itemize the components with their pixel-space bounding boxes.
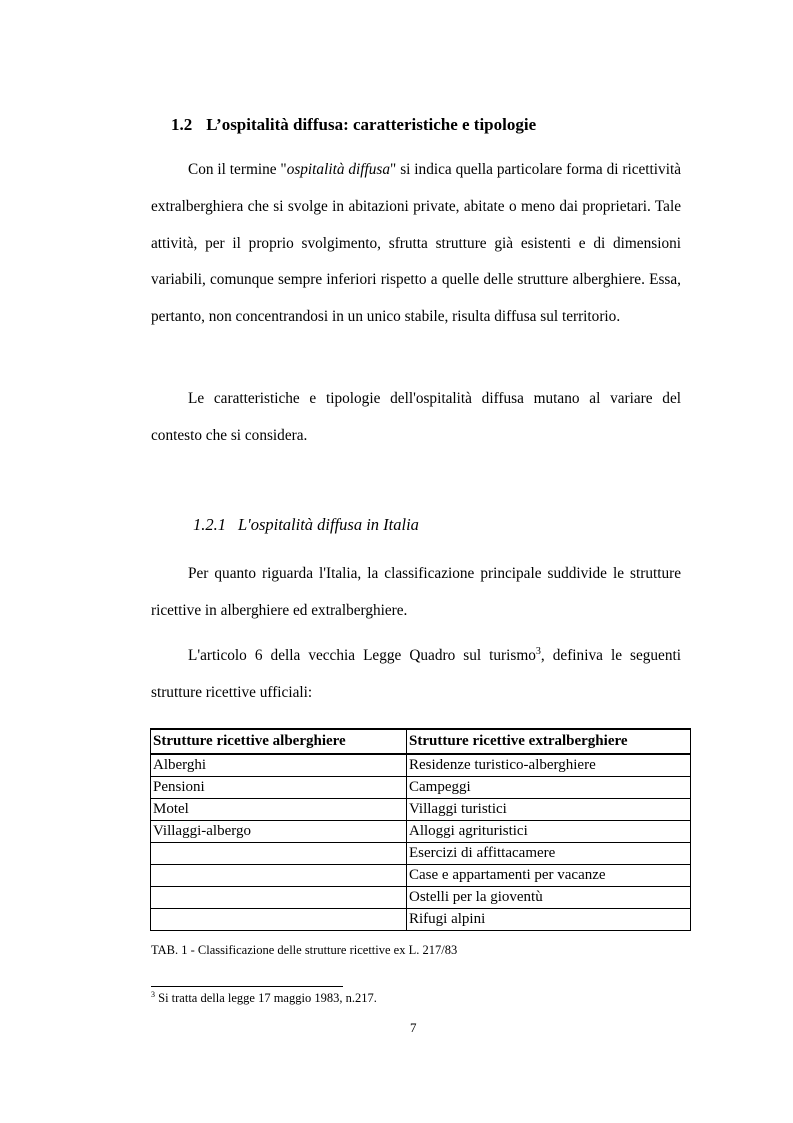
table-row [151, 843, 691, 865]
paragraph-definition [151, 152, 681, 336]
paragraph-text: , definiva le seguenti strutture ricettive ufficiali: [151, 647, 681, 701]
paragraph-italy [151, 556, 681, 630]
table-caption: TAB. 1 - Classificazione delle strutture ricettive ex L. 217/83 [151, 943, 458, 957]
italic-term: ospitalità diffusa [286, 161, 391, 178]
page-number: 7 [410, 1020, 417, 1035]
table-cell: Residenze turistico-alberghiere [407, 754, 691, 777]
table-cell [151, 909, 407, 931]
table-cell [151, 887, 407, 909]
table-cell: Villaggi turistici [407, 799, 691, 821]
paragraph-text: L'articolo 6 della vecchia Legge Quadro sul turismo [188, 647, 536, 664]
paragraph-text: Con il termine " [188, 161, 287, 178]
paragraph-text: Per quanto riguarda l'Italia, la classificazione principale suddivide le strutture ricettive in alberghiere ed extralberghiere. [151, 565, 681, 619]
paragraph-text: " si indica quella particolare forma di ricettività extralberghiera che si svolge in abitazioni private, abitate o meno dai proprietari. Tale attività, per il proprio svolgimento, sfrutta strutture già esistenti e di dimensioni variabili, comunque sempre inferiori rispetto a quelle delle strutture alberghiere. Essa, pertanto, non concentrandosi in un unico stabile, risulta diffusa sul territorio. [151, 161, 681, 326]
table-header-row [151, 729, 691, 754]
table-cell: Rifugi alpini [407, 909, 691, 931]
table-cell: Motel [151, 799, 407, 821]
paragraph-text: Le caratteristiche e tipologie dell'ospitalità diffusa mutano al variare del contesto che si considera. [151, 390, 681, 444]
table-row [151, 799, 691, 821]
table-cell: Campeggi [407, 777, 691, 799]
table-cell [151, 843, 407, 865]
section-heading [171, 115, 536, 135]
table-row [151, 887, 691, 909]
table-cell: Esercizi di affittacamere [407, 843, 691, 865]
table-cell: Villaggi-albergo [151, 821, 407, 843]
footnote-marker: 3 [151, 989, 155, 999]
footnote [151, 991, 377, 1006]
table-row [151, 754, 691, 777]
subsection-heading [193, 515, 419, 535]
column-header-extralberghiere: Strutture ricettive extralberghiere [407, 729, 691, 754]
column-header-alberghiere: Strutture ricettive alberghiere [151, 729, 407, 754]
table-cell [151, 865, 407, 887]
footnote-reference: 3 [535, 645, 541, 657]
table-row [151, 821, 691, 843]
table-row [151, 909, 691, 931]
table-cell: Alloggi agrituristici [407, 821, 691, 843]
table-cell: Alberghi [151, 754, 407, 777]
table-cell: Pensioni [151, 777, 407, 799]
footnote-text: Si tratta della legge 17 maggio 1983, n.217. [155, 991, 377, 1005]
section-number: 1.2 [171, 115, 193, 134]
classification-table [150, 728, 691, 931]
paragraph-context [151, 381, 681, 455]
subsection-number: 1.2.1 [193, 515, 226, 534]
table-row [151, 777, 691, 799]
section-title: L’ospitalità diffusa: caratteristiche e tipologie [206, 115, 537, 134]
table-row [151, 865, 691, 887]
table-cell: Ostelli per la gioventù [407, 887, 691, 909]
subsection-title: L'ospitalità diffusa in Italia [238, 515, 419, 534]
footnote-divider [151, 986, 343, 987]
paragraph-law [151, 638, 681, 712]
table-cell: Case e appartamenti per vacanze [407, 865, 691, 887]
